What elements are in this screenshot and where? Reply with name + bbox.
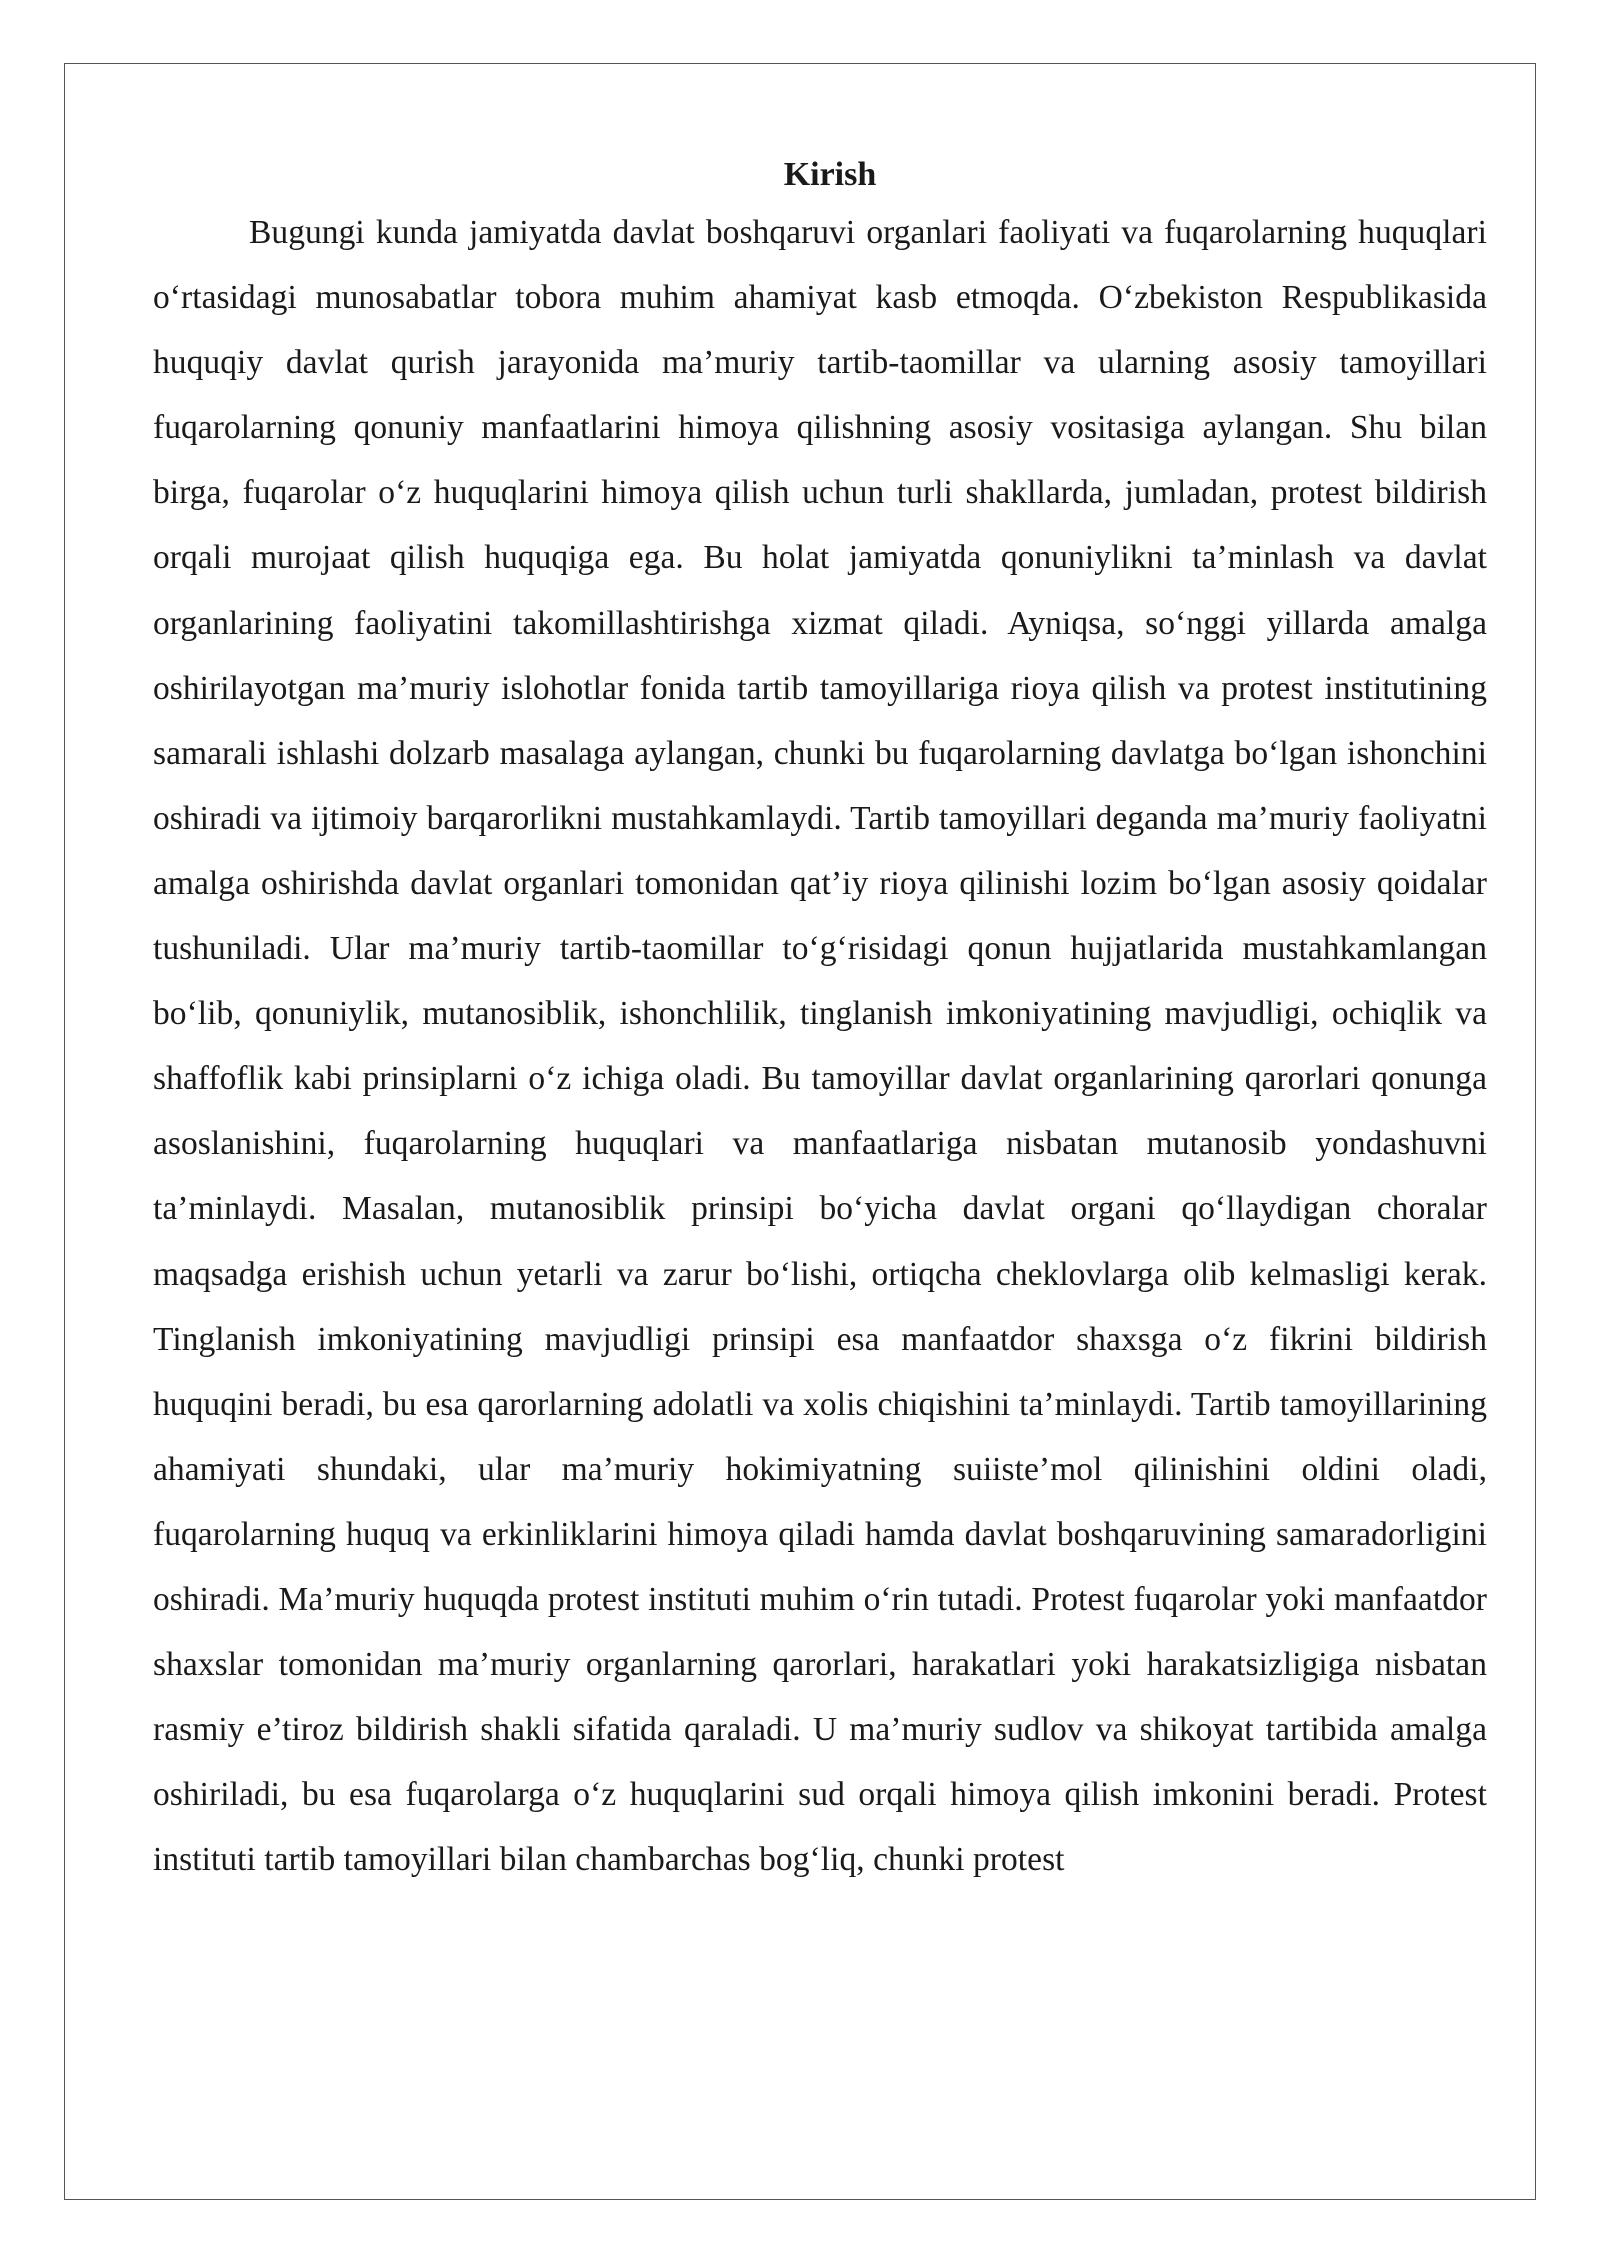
document-body <box>153 150 1487 1892</box>
document-title: Kirish <box>783 156 877 193</box>
intro-paragraph: Bugungi kunda jamiyatda davlat boshqaruvi organlari faoliyati va fuqarolarning huquqlari o‘rtasidagi munosabatlar tobora muhim ahamiyat kasb etmoqda. O‘zbekiston Respublikasida huquqiy davlat qurish jarayonida ma’muriy tartib-taomillar va ularning asosiy tamoyillari fuqarolarning qonuniy manfaatlarini himoya qilishning asosiy vositasiga aylangan. Shu bilan birga, fuqarolar o‘z huquqlarini himoya qilish uchun turli shakllarda, jumladan, protest bildirish orqali murojaat qilish huquqiga ega. Bu holat jamiyatda qonuniylikni ta’minlash va davlat organlarining faoliyatini takomillashtirishga xizmat qiladi. Ayniqsa, so‘nggi yillarda amalga oshirilayotgan ma’muriy islohotlar fonida tartib tamoyillariga rioya qilish va protest institutining samarali ishlashi dolzarb masalaga aylangan, chunki bu fuqarolarning davlatga bo‘lgan ishonchini oshiradi va ijtimoiy barqarorlikni mustahkamlaydi. Tartib tamoyillari deganda ma’muriy faoliyatni amalga oshirishda davlat organlari tomonidan qat’iy rioya qilinishi lozim bo‘lgan asosiy qoidalar tushuniladi. Ular ma’muriy tartib-taomillar to‘g‘risidagi qonun hujjatlarida mustahkamlangan bo‘lib, qonuniylik, mutanosiblik, ishonchlilik, tinglanish imkoniyatining mavjudligi, ochiqlik va shaffoflik kabi prinsiplarni o‘z ichiga oladi. Bu tamoyillar davlat organlarining qarorlari qonunga asoslanishini, fuqarolarning huquqlari va manfaatlariga nisbatan mutanosib yondashuvni ta’minlaydi. Masalan, mutanosiblik prinsipi bo‘yicha davlat organi qo‘llaydigan choralar maqsadga erishish uchun yetarli va zarur bo‘lishi, ortiqcha cheklovlarga olib kelmasligi kerak. Tinglanish imkoniyatining mavjudligi prinsipi esa manfaatdor shaxsga o‘z fikrini bildirish huquqini beradi, bu esa qarorlarning adolatli va xolis chiqishini ta’minlaydi. Tartib tamoyillarining ahamiyati shundaki, ular ma’muriy hokimiyatning suiiste’mol qilinishini oldini oladi, fuqarolarning huquq va erkinliklarini himoya qiladi hamda davlat boshqaruvining samaradorligini oshiradi. Ma’muriy huquqda protest instituti muhim o‘rin tutadi. Protest fuqarolar yoki manfaatdor shaxslar tomonidan ma’muriy organlarning qarorlari, harakatlari yoki harakatsizligiga nisbatan rasmiy e’tiroz bildirish shakli sifatida qaraladi. U ma’muriy sudlov va shikoyat tartibida amalga oshiriladi, bu esa fuqarolarga o‘z huquqlarini sud orqali himoya qilish imkonini beradi. Protest instituti tartib tamoyillari bilan chambarchas bog‘liq, chunki protest <box>153 214 1487 1879</box>
